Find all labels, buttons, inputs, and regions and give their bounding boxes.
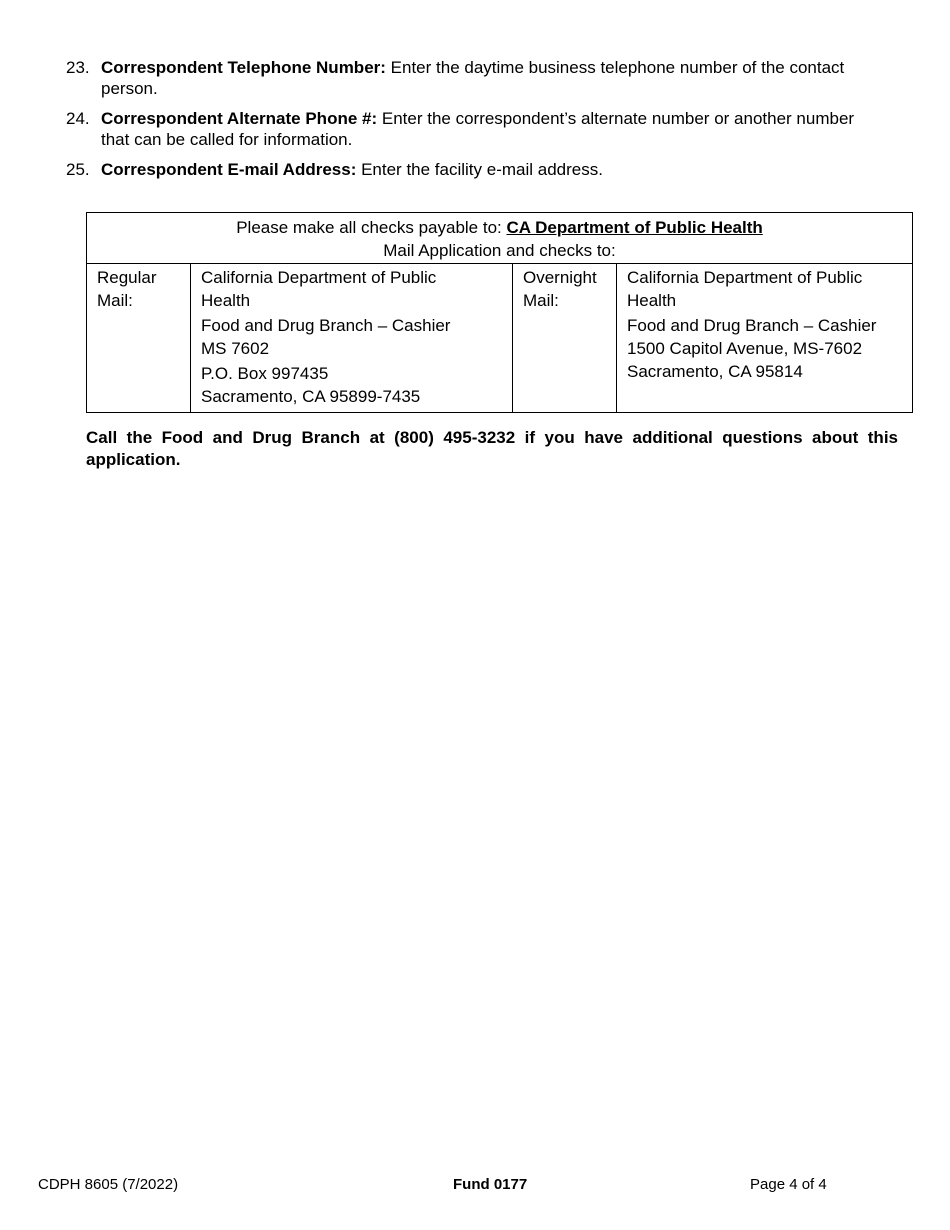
address-group	[627, 314, 902, 383]
form-id: CDPH 8605 (7/2022)	[38, 1176, 179, 1193]
overnight-mail-address	[617, 264, 913, 413]
address-line: P.O. Box 997435	[201, 364, 329, 383]
regular-mail-address	[191, 264, 513, 413]
overnight-label-line: Overnight	[523, 268, 597, 287]
address-line: Sacramento, CA 95814	[627, 362, 803, 381]
overnight-mail-label	[513, 264, 617, 413]
instruction-text: Enter the correspondent’s alternate number or another number that can be called for information.	[101, 109, 855, 149]
mail-table-row	[87, 264, 913, 413]
payable-prefix: Please make all checks payable to:	[236, 218, 507, 237]
overnight-label-line: Mail:	[523, 291, 559, 310]
address-group	[201, 266, 502, 312]
instruction-number: 25.	[66, 160, 90, 179]
instruction-item-23	[66, 57, 866, 99]
regular-label-line: Regular	[97, 268, 157, 287]
payable-to: CA Department of Public Health	[506, 218, 763, 237]
instruction-item-24	[66, 108, 866, 150]
instruction-item-25	[66, 159, 866, 180]
mail-address-table	[86, 212, 913, 413]
address-line: Sacramento, CA 95899-7435	[201, 387, 421, 406]
address-group	[201, 314, 502, 360]
address-group	[201, 362, 502, 408]
address-line: Health	[201, 291, 251, 310]
contact-note: Call the Food and Drug Branch at (800) 495-3232 if you have additional questions about this application.	[86, 428, 898, 469]
address-line: California Department of Public	[627, 268, 863, 287]
regular-mail-label	[87, 264, 191, 413]
mail-instruction: Mail Application and checks to:	[383, 241, 616, 260]
instruction-label: Correspondent Alternate Phone #:	[101, 109, 378, 128]
address-line: Health	[627, 291, 677, 310]
address-group	[627, 266, 902, 312]
instruction-text: Enter the daytime business telephone number of the contact person.	[101, 58, 845, 98]
mail-table-header	[87, 213, 913, 264]
address-line: Food and Drug Branch – Cashier	[627, 316, 877, 335]
instruction-label: Correspondent E-mail Address:	[101, 160, 357, 179]
address-line: 1500 Capitol Avenue, MS-7602	[627, 339, 863, 358]
instruction-text: Enter the facility e-mail address.	[356, 160, 603, 179]
mail-table-header-row	[87, 213, 913, 264]
regular-label-line: Mail:	[97, 291, 133, 310]
instruction-number: 24.	[66, 109, 90, 128]
address-line: MS 7602	[201, 339, 270, 358]
instruction-list	[66, 57, 866, 189]
page-number: Page 4 of 4	[750, 1176, 827, 1193]
instruction-number: 23.	[66, 58, 90, 77]
address-line: Food and Drug Branch – Cashier	[201, 316, 451, 335]
instruction-label: Correspondent Telephone Number:	[101, 58, 386, 77]
address-line: California Department of Public	[201, 268, 437, 287]
fund-number: Fund 0177	[453, 1176, 528, 1193]
